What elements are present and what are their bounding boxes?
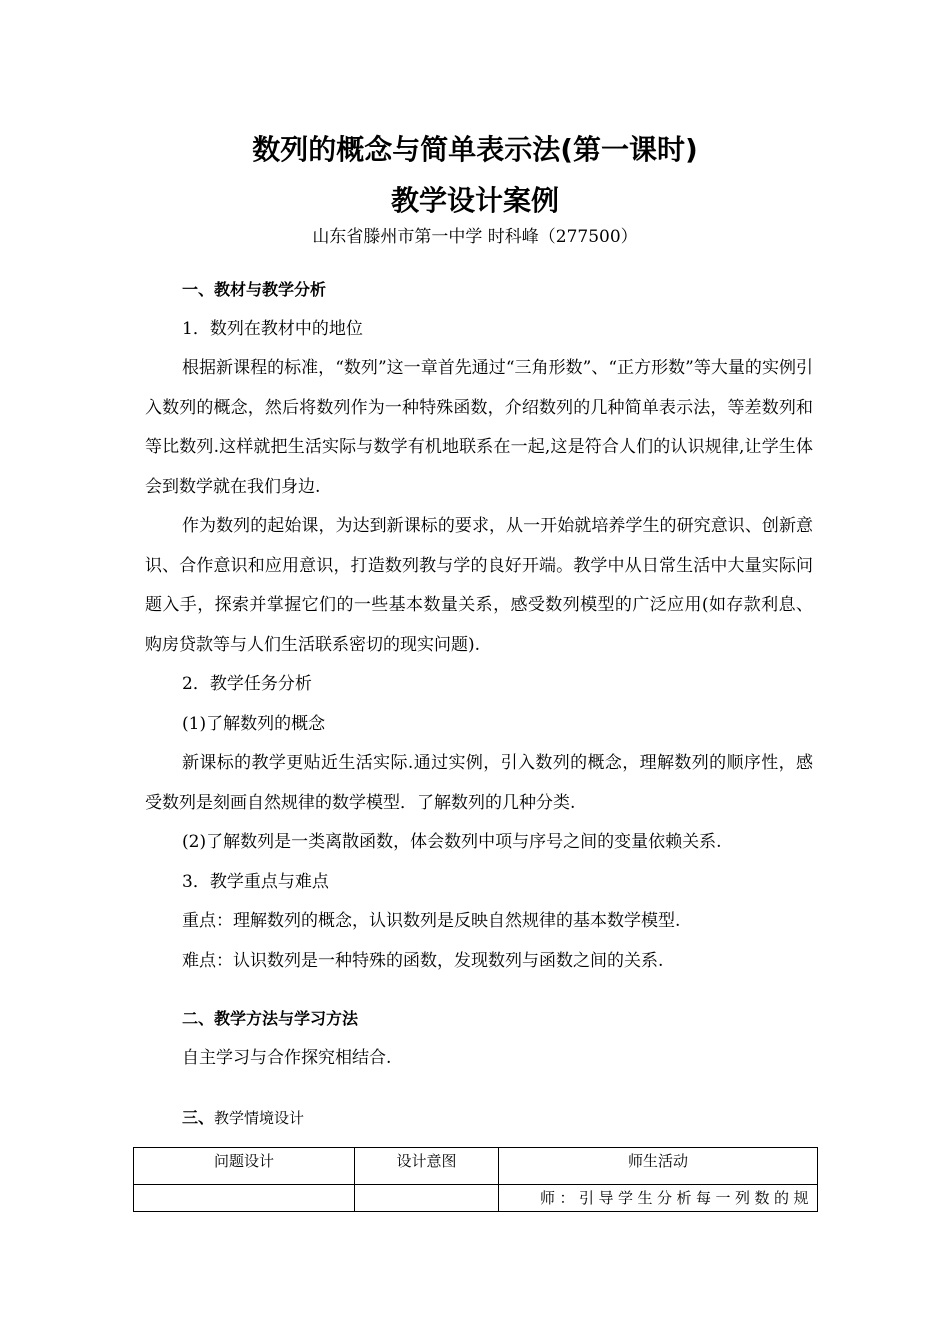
document-body: [145, 270, 813, 1139]
table-header-cell: 师生活动: [499, 1148, 818, 1185]
table-cell: [134, 1185, 355, 1212]
difficulty-point: 难点：认识数列是一种特殊的函数，发现数列与函数之间的关系.: [182, 950, 664, 971]
table-header-cell: 问题设计: [134, 1148, 355, 1185]
subheading-1-2: 2．教学任务分析: [182, 674, 312, 694]
table-header-cell: 设计意图: [355, 1148, 499, 1185]
key-point: 重点：理解数列的概念，认识数列是反映自然规律的基本数学模型.: [182, 911, 681, 931]
paragraph: 根据新课程的标准，“数列”这一章首先通过“三角形数”、“正方形数”等大量的实例引入数列的概念，然后将数列作为一种特殊函数，介绍数列的几种简单表示法，等差数列和等比数列.这样就把生活实际与数学有机地联系在一起,这是符合人们的认识规律,让学生体会到数学就在我们身边.: [145, 358, 813, 497]
document-title: 数列的概念与简单表示法(第一课时): [252, 133, 698, 166]
table-cell: 师：引导学生分析每一列数的规: [499, 1185, 818, 1212]
list-item: (2)了解数列是一类离散函数，体会数列中项与序号之间的变量依赖关系.: [182, 832, 722, 852]
section-heading-2: 二、教学方法与学习方法: [182, 1009, 359, 1028]
paragraph: 作为数列的起始课，为达到新课标的要求，从一开始就培养学生的研究意识、创新意识、合作意识和应用意识，打造数列教与学的良好开端。教学中从日常生活中大量实际问题入手，探索并掌握它们的一些基本数量关系，感受数列模型的广泛应用(如存款利息、购房贷款等与人们生活联系密切的现实问题).: [145, 516, 813, 655]
section-number: 三、: [182, 1108, 215, 1127]
table-cell: [355, 1185, 499, 1212]
paragraph: 自主学习与合作探究相结合.: [182, 1047, 392, 1068]
subheading-1-3: 3．教学重点与难点: [182, 871, 329, 892]
section-heading-3: [145, 1098, 813, 1139]
section-heading-1: 一、教材与教学分析: [182, 280, 327, 299]
subheading-1-1: 1．数列在教材中的地位: [182, 318, 363, 339]
paragraph: 新课标的教学更贴近生活实际.通过实例，引入数列的概念，理解数列的顺序性，感受数列是刻画自然规律的数学模型．了解数列的几种分类.: [145, 753, 813, 813]
list-item: (1)了解数列的概念: [182, 713, 326, 734]
table-header-row: [134, 1148, 818, 1185]
section-title: 教学情境设计: [214, 1109, 305, 1127]
design-table: [133, 1147, 818, 1212]
author-line: 山东省滕州市第一中学 时科峰（277500）: [312, 227, 638, 247]
table-row: [134, 1185, 818, 1212]
document-subtitle: 教学设计案例: [390, 184, 559, 217]
